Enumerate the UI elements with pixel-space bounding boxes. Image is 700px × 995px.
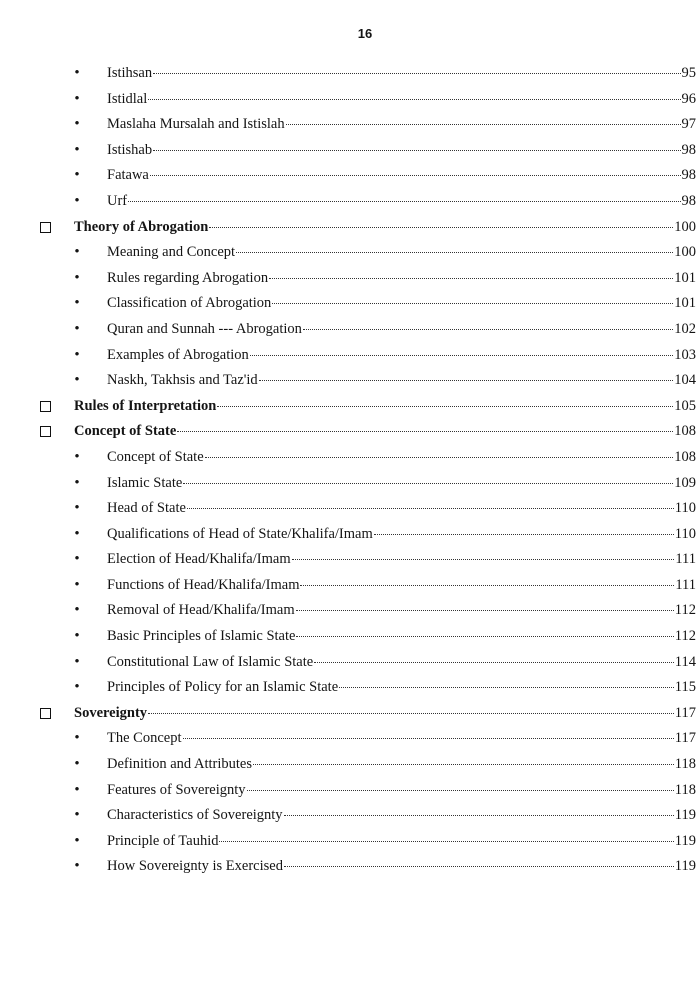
toc-subentry [0,162,700,188]
toc-subentry [0,265,700,291]
entry-page-number: 101 [674,269,696,286]
entry-title: Urf [107,192,128,209]
entry-page-number: 105 [674,397,696,414]
bullet-icon: • [74,628,80,645]
entry-title: Naskh, Takhsis and Taz'id [107,372,258,389]
dot-leader [250,355,673,356]
bullet-icon: • [74,781,80,798]
bullet-icon: • [74,244,80,261]
checkbox-square-icon [40,426,51,437]
entry-title: Theory of Abrogation [74,218,209,235]
toc-section-entry [0,214,700,240]
toc-subentry [0,111,700,137]
dot-leader [284,866,674,867]
bullet-icon: • [74,65,80,81]
dot-leader [128,201,680,202]
entry-page-number: 112 [674,628,696,645]
bullet-icon: • [74,551,80,568]
entry-page-number: 108 [674,423,696,440]
entry-title: Head of State [107,500,186,517]
entry-title: Constitutional Law of Islamic State [107,653,314,670]
toc-entry-line [74,704,696,722]
toc-entry-line [107,474,696,492]
entry-page-number: 118 [674,781,696,798]
entry-page-number: 98 [681,167,696,184]
entry-title: Sovereignty [74,704,148,721]
entry-title: Principles of Policy for an Islamic State [107,679,339,696]
bullet-icon: • [74,679,80,696]
checkbox-square-icon [40,401,51,412]
entry-page-number: 114 [674,653,696,670]
entry-page-number: 95 [681,65,696,81]
entry-page-number: 115 [674,679,696,696]
toc-subentry [0,828,700,854]
dot-leader [148,713,674,714]
dot-leader [183,483,673,484]
toc-section-entry [0,700,700,726]
toc-entry-line [107,755,696,773]
page-number: 16 [357,26,373,41]
dot-leader [339,687,674,688]
entry-page-number: 101 [674,295,696,312]
entry-page-number: 100 [674,244,696,261]
toc-entry-line [107,653,696,671]
toc-section-entry [0,418,700,444]
dot-leader [374,534,674,535]
bullet-icon: • [74,346,80,363]
entry-page-number: 96 [681,90,696,107]
dot-leader [296,636,673,637]
checkbox-square-icon [40,222,51,233]
dot-leader [286,124,681,125]
bullet-icon: • [74,167,80,184]
toc-entry-line [107,294,696,312]
entry-page-number: 98 [681,141,696,158]
toc-entry-line [107,832,696,850]
bullet-icon: • [74,474,80,491]
toc-entry-line [74,397,696,415]
toc-entry-line [74,218,696,236]
dot-leader [205,457,674,458]
toc-entry-line [74,422,696,440]
bullet-icon: • [74,730,80,747]
toc-subentry [0,572,700,598]
entry-title: The Concept [107,730,182,747]
toc-entry-line [107,857,696,875]
entry-page-number: 103 [674,346,696,363]
entry-title: Rules of Interpretation [74,397,217,414]
entry-page-number: 117 [674,704,696,721]
bullet-icon: • [74,90,80,107]
dot-leader [177,431,673,432]
toc-entry-line [107,576,696,594]
entry-page-number: 98 [681,192,696,209]
toc-subentry [0,290,700,316]
entry-title: Basic Principles of Islamic State [107,628,296,645]
toc-subentry [0,86,700,112]
toc-entry-line [107,346,696,364]
dot-leader [272,303,673,304]
bullet-icon: • [74,372,80,389]
entry-page-number: 111 [675,576,696,593]
dot-leader [219,841,673,842]
entry-title: Islamic State [107,474,183,491]
entry-title: Removal of Head/Khalifa/Imam [107,602,295,619]
toc-entry-line [107,64,696,82]
dot-leader [217,406,673,407]
entry-page-number: 119 [674,807,696,824]
entry-title: Maslaha Mursalah and Istislah [107,116,285,133]
entry-title: Examples of Abrogation [107,346,249,363]
dot-leader [296,610,674,611]
entry-page-number: 97 [681,116,696,133]
bullet-icon: • [74,576,80,593]
toc-subentry [0,239,700,265]
entry-title: Concept of State [74,423,177,440]
toc-entry-line [107,601,696,619]
entry-title: Meaning and Concept [107,244,236,261]
toc-subentry [0,188,700,214]
toc-subentry [0,60,700,86]
toc-entry-line [107,678,696,696]
entry-title: Istihsan [107,65,153,81]
entry-title: Fatawa [107,167,149,184]
toc-entry-line [107,192,696,210]
toc-subentry [0,649,700,675]
entry-title: Definition and Attributes [107,756,252,773]
bullet-icon: • [74,116,80,133]
entry-title: Istishab [107,141,153,158]
checkbox-square-icon [40,708,51,719]
bullet-icon: • [74,756,80,773]
toc-entry-line [107,320,696,338]
entry-page-number: 109 [674,474,696,491]
table-of-contents [0,60,700,879]
toc-subentry [0,546,700,572]
toc-entry-line [107,729,696,747]
bullet-icon: • [74,192,80,209]
dot-leader [269,278,673,279]
toc-subentry [0,751,700,777]
toc-entry-line [107,550,696,568]
toc-entry-line [107,781,696,799]
toc-subentry [0,853,700,879]
toc-entry-line [107,243,696,261]
dot-leader [247,790,674,791]
dot-leader [153,150,680,151]
bullet-icon: • [74,858,80,875]
entry-title: Classification of Abrogation [107,295,272,312]
toc-section-entry [0,393,700,419]
dot-leader [259,380,674,381]
bullet-icon: • [74,141,80,158]
bullet-icon: • [74,269,80,286]
toc-subentry [0,342,700,368]
dot-leader [292,559,675,560]
entry-title: Principle of Tauhid [107,832,219,849]
dot-leader [183,738,674,739]
entry-page-number: 119 [674,858,696,875]
entry-title: Characteristics of Sovereignty [107,807,283,824]
toc-entry-line [107,499,696,517]
entry-title: Functions of Head/Khalifa/Imam [107,576,300,593]
toc-entry-line [107,141,696,159]
entry-page-number: 111 [675,551,696,568]
dot-leader [253,764,674,765]
entry-page-number: 117 [674,730,696,747]
entry-page-number: 102 [674,320,696,337]
dot-leader [236,252,673,253]
dot-leader [150,175,681,176]
toc-subentry [0,367,700,393]
toc-subentry [0,316,700,342]
toc-entry-line [107,166,696,184]
entry-title: How Sovereignty is Exercised [107,858,283,875]
bullet-icon: • [74,832,80,849]
dot-leader [314,662,674,663]
toc-entry-line [107,90,696,108]
dot-leader [284,815,674,816]
toc-subentry [0,802,700,828]
bullet-icon: • [74,807,80,824]
bullet-icon: • [74,653,80,670]
toc-subentry [0,674,700,700]
toc-subentry [0,137,700,163]
entry-title: Qualifications of Head of State/Khalifa/Imam [107,525,373,542]
toc-subentry [0,597,700,623]
dot-leader [303,329,673,330]
entry-title: Concept of State [107,448,204,465]
toc-subentry [0,470,700,496]
toc-entry-line [107,371,696,389]
toc-entry-line [107,806,696,824]
dot-leader [187,508,674,509]
entry-title: Features of Sovereignty [107,781,246,798]
bullet-icon: • [74,448,80,465]
entry-page-number: 118 [674,756,696,773]
bullet-icon: • [74,500,80,517]
bullet-icon: • [74,295,80,312]
entry-title: Rules regarding Abrogation [107,269,269,286]
entry-title: Istidlal [107,90,148,107]
toc-subentry [0,444,700,470]
bullet-icon: • [74,525,80,542]
toc-subentry [0,495,700,521]
entry-page-number: 119 [674,832,696,849]
dot-leader [300,585,674,586]
entry-page-number: 100 [674,218,696,235]
entry-title: Quran and Sunnah --- Abrogation [107,320,302,337]
entry-page-number: 108 [674,448,696,465]
toc-subentry [0,623,700,649]
toc-entry-line [107,448,696,466]
entry-page-number: 112 [674,602,696,619]
entry-page-number: 110 [674,500,696,517]
entry-page-number: 110 [674,525,696,542]
dot-leader [148,99,680,100]
toc-entry-line [107,269,696,287]
toc-entry-line [107,115,696,133]
toc-entry-line [107,627,696,645]
dot-leader [153,73,680,74]
toc-subentry [0,725,700,751]
bullet-icon: • [74,602,80,619]
toc-subentry [0,521,700,547]
toc-subentry [0,777,700,803]
entry-page-number: 104 [674,372,696,389]
bullet-icon: • [74,320,80,337]
toc-entry-line [107,525,696,543]
entry-title: Election of Head/Khalifa/Imam [107,551,291,568]
dot-leader [209,227,673,228]
